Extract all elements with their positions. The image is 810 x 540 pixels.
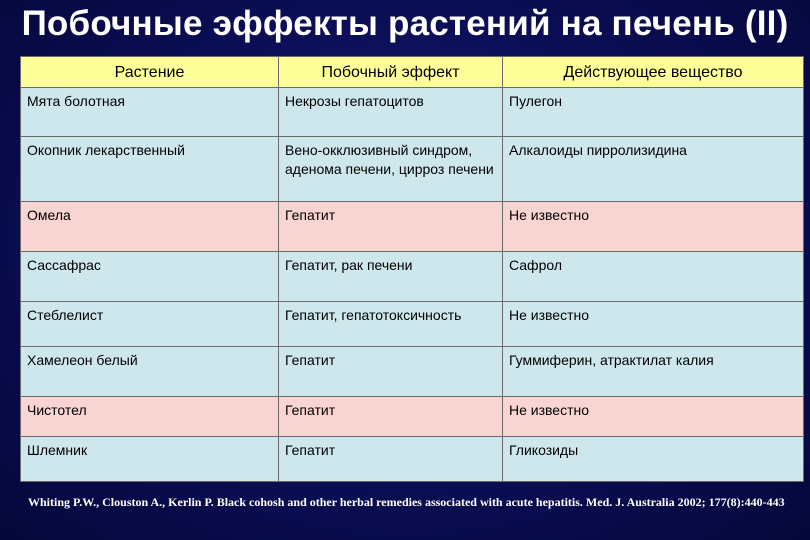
cell-effect: Гепатит, гепатотоксичность	[279, 302, 503, 347]
cell-plant: Хамелеон белый	[21, 347, 279, 397]
cell-substance: Не известно	[503, 302, 804, 347]
cell-substance: Пулегон	[503, 88, 804, 137]
cell-substance: Не известно	[503, 202, 804, 252]
table-row	[21, 397, 804, 437]
header-plant: Растение	[21, 57, 279, 88]
cell-plant: Мята болотная	[21, 88, 279, 137]
citation: Whiting P.W., Clouston A., Kerlin P. Black cohosh and other herbal remedies associated with acute hepatitis. Med. J. Australia 2002; 177(8):440-443	[28, 495, 785, 509]
cell-effect: Гепатит	[279, 202, 503, 252]
cell-effect: Гепатит	[279, 397, 503, 437]
page-title: Побочные эффекты растений на печень (II)	[21, 4, 789, 43]
table-row	[21, 347, 804, 397]
cell-plant: Сассафрас	[21, 252, 279, 302]
cell-substance: Алкалоиды пирролизидина	[503, 137, 804, 202]
table-row	[21, 302, 804, 347]
cell-effect: Некрозы гепатоцитов	[279, 88, 503, 137]
cell-effect: Гепатит	[279, 437, 503, 482]
table-row	[21, 137, 804, 202]
cell-effect: Гепатит	[279, 347, 503, 397]
cell-substance: Сафрол	[503, 252, 804, 302]
cell-plant: Шлемник	[21, 437, 279, 482]
cell-effect: Гепатит, рак печени	[279, 252, 503, 302]
cell-plant: Чистотел	[21, 397, 279, 437]
cell-substance: Не известно	[503, 397, 804, 437]
table-row	[21, 437, 804, 482]
cell-plant: Окопник лекарственный	[21, 137, 279, 202]
table-row	[21, 202, 804, 252]
header-effect: Побочный эффект	[279, 57, 503, 88]
cell-substance: Гликозиды	[503, 437, 804, 482]
cell-substance: Гуммиферин, атрактилат калия	[503, 347, 804, 397]
cell-plant: Стеблелист	[21, 302, 279, 347]
table-row	[21, 252, 804, 302]
cell-effect: Вено-окклюзивный синдром, аденома печени, цирроз печени	[279, 137, 503, 202]
table-header-row	[21, 57, 804, 88]
header-substance: Действующее вещество	[503, 57, 804, 88]
cell-plant: Омела	[21, 202, 279, 252]
table-row	[21, 88, 804, 137]
plants-table	[20, 56, 804, 482]
